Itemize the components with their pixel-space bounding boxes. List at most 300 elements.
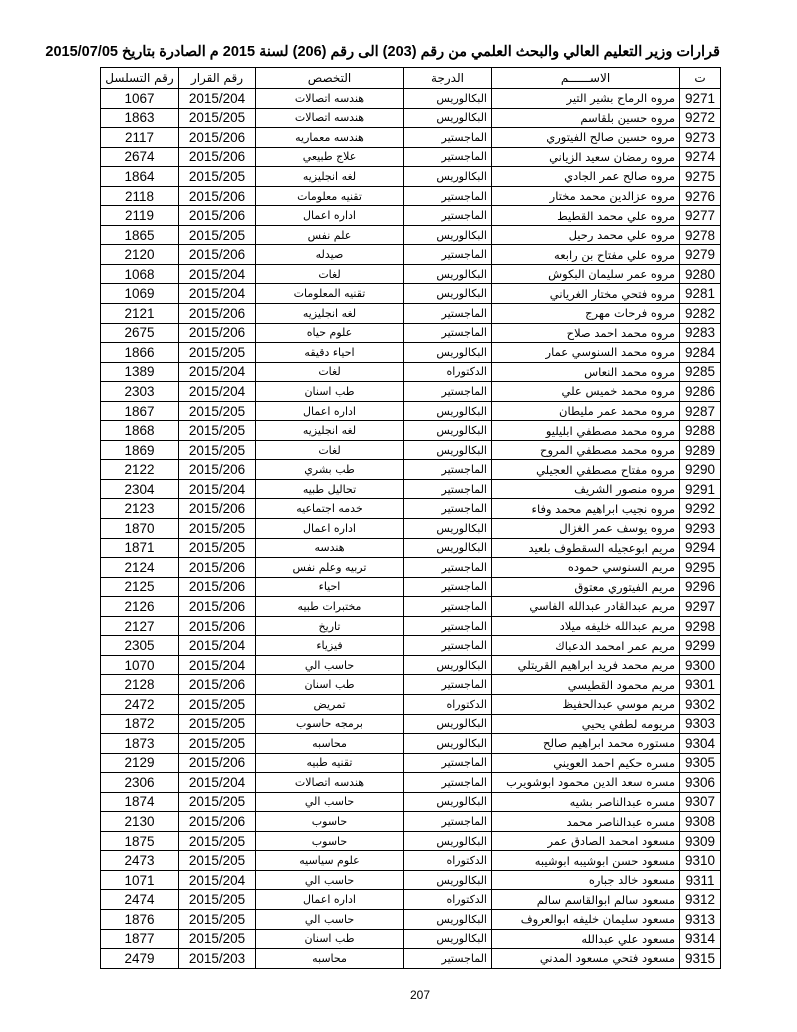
cell-no: 9294 — [680, 538, 721, 558]
cell-degree: الماجستير — [404, 206, 492, 226]
cell-decision: 2015/205 — [179, 421, 256, 441]
cell-name: مسره عبدالناصر محمد — [492, 812, 680, 832]
table-row — [101, 421, 721, 441]
cell-name: مروه محمد احمد صلاح — [492, 323, 680, 343]
table-row — [101, 108, 721, 128]
cell-degree: الدكتوراه — [404, 362, 492, 382]
cell-specialty: هندسه اتصالات — [256, 108, 404, 128]
cell-degree: البكالوريس — [404, 440, 492, 460]
table-row — [101, 323, 721, 343]
cell-no: 9300 — [680, 655, 721, 675]
table-row — [101, 597, 721, 617]
cell-no: 9283 — [680, 323, 721, 343]
cell-degree: الماجستير — [404, 460, 492, 480]
cell-degree: البكالوريس — [404, 108, 492, 128]
cell-no: 9304 — [680, 734, 721, 754]
cell-decision: 2015/205 — [179, 890, 256, 910]
cell-specialty: احياء دقيقه — [256, 343, 404, 363]
cell-decision: 2015/206 — [179, 128, 256, 148]
cell-degree: الماجستير — [404, 616, 492, 636]
table-row — [101, 792, 721, 812]
cell-serial: 2303 — [101, 382, 179, 402]
cell-decision: 2015/206 — [179, 753, 256, 773]
cell-no: 9307 — [680, 792, 721, 812]
cell-serial: 2120 — [101, 245, 179, 265]
cell-serial: 2117 — [101, 128, 179, 148]
table-row — [101, 851, 721, 871]
cell-degree: الماجستير — [404, 577, 492, 597]
cell-degree: الماجستير — [404, 186, 492, 206]
cell-decision: 2015/206 — [179, 577, 256, 597]
cell-no: 9288 — [680, 421, 721, 441]
cell-no: 9272 — [680, 108, 721, 128]
cell-no: 9305 — [680, 753, 721, 773]
cell-serial: 2124 — [101, 558, 179, 578]
cell-degree: البكالوريس — [404, 519, 492, 539]
cell-specialty: حاسوب — [256, 812, 404, 832]
cell-serial: 2122 — [101, 460, 179, 480]
cell-decision: 2015/204 — [179, 655, 256, 675]
cell-no: 9313 — [680, 909, 721, 929]
cell-decision: 2015/206 — [179, 245, 256, 265]
cell-no: 9309 — [680, 831, 721, 851]
cell-no: 9282 — [680, 304, 721, 324]
cell-degree: الماجستير — [404, 675, 492, 695]
cell-specialty: برمجه حاسوب — [256, 714, 404, 734]
header-no: ت — [680, 68, 721, 89]
cell-serial: 1875 — [101, 831, 179, 851]
cell-specialty: علاج طبيعي — [256, 147, 404, 167]
table-row — [101, 479, 721, 499]
cell-degree: الماجستير — [404, 323, 492, 343]
cell-no: 9314 — [680, 929, 721, 949]
cell-serial: 1874 — [101, 792, 179, 812]
cell-name: مريم موسي عبدالحفيظ — [492, 694, 680, 714]
table-row — [101, 519, 721, 539]
table-row — [101, 304, 721, 324]
cell-degree: الماجستير — [404, 147, 492, 167]
cell-specialty: هندسه اتصالات — [256, 773, 404, 793]
cell-decision: 2015/206 — [179, 597, 256, 617]
cell-decision: 2015/206 — [179, 460, 256, 480]
cell-decision: 2015/204 — [179, 773, 256, 793]
cell-decision: 2015/204 — [179, 264, 256, 284]
cell-serial: 1873 — [101, 734, 179, 754]
cell-serial: 1876 — [101, 909, 179, 929]
cell-serial: 1866 — [101, 343, 179, 363]
cell-name: مروه يوسف عمر الغزال — [492, 519, 680, 539]
table-row — [101, 128, 721, 148]
cell-degree: البكالوريس — [404, 343, 492, 363]
cell-name: مسره عبدالناصر بشيه — [492, 792, 680, 812]
cell-no: 9315 — [680, 949, 721, 969]
cell-name: مريم عبدالله خليفه ميلاد — [492, 616, 680, 636]
cell-decision: 2015/206 — [179, 186, 256, 206]
cell-decision: 2015/204 — [179, 89, 256, 109]
table-row — [101, 949, 721, 969]
cell-serial: 2125 — [101, 577, 179, 597]
cell-specialty: لغات — [256, 362, 404, 382]
cell-name: مروه علي محمد القطيط — [492, 206, 680, 226]
cell-name: مروه حسين بلقاسم — [492, 108, 680, 128]
cell-specialty: اداره اعمال — [256, 206, 404, 226]
header-decision: رقم القرار — [179, 68, 256, 89]
cell-name: مسعود سليمان خليفه ابوالعروف — [492, 909, 680, 929]
cell-no: 9279 — [680, 245, 721, 265]
cell-degree: الدكتوراه — [404, 694, 492, 714]
table-row — [101, 753, 721, 773]
cell-serial: 2126 — [101, 597, 179, 617]
cell-specialty: تمريض — [256, 694, 404, 714]
cell-specialty: تقنيه معلومات — [256, 186, 404, 206]
table-row — [101, 909, 721, 929]
table-row — [101, 929, 721, 949]
cell-no: 9275 — [680, 167, 721, 187]
header-specialty: التخصص — [256, 68, 404, 89]
cell-specialty: اداره اعمال — [256, 519, 404, 539]
cell-serial: 2119 — [101, 206, 179, 226]
table-row — [101, 264, 721, 284]
cell-decision: 2015/206 — [179, 558, 256, 578]
cell-serial: 2473 — [101, 851, 179, 871]
cell-serial: 2128 — [101, 675, 179, 695]
cell-name: مروه محمد مصطفي المروح — [492, 440, 680, 460]
cell-no: 9296 — [680, 577, 721, 597]
cell-name: مروه الرماح بشير التير — [492, 89, 680, 109]
cell-specialty: محاسبه — [256, 949, 404, 969]
cell-specialty: احياء — [256, 577, 404, 597]
cell-decision: 2015/205 — [179, 792, 256, 812]
cell-serial: 2127 — [101, 616, 179, 636]
cell-degree: البكالوريس — [404, 909, 492, 929]
cell-no: 9299 — [680, 636, 721, 656]
cell-no: 9276 — [680, 186, 721, 206]
cell-name: مروه فتحي مختار الغرياني — [492, 284, 680, 304]
table-row — [101, 558, 721, 578]
cell-specialty: تقنيه المعلومات — [256, 284, 404, 304]
cell-decision: 2015/205 — [179, 734, 256, 754]
cell-name: مروه محمد النعاس — [492, 362, 680, 382]
cell-specialty: طب اسنان — [256, 382, 404, 402]
cell-specialty: حاسوب — [256, 831, 404, 851]
cell-no: 9310 — [680, 851, 721, 871]
cell-serial: 2675 — [101, 323, 179, 343]
cell-no: 9292 — [680, 499, 721, 519]
page-number: 207 — [409, 988, 431, 1002]
cell-decision: 2015/205 — [179, 851, 256, 871]
cell-no: 9302 — [680, 694, 721, 714]
cell-degree: البكالوريس — [404, 538, 492, 558]
cell-serial: 1877 — [101, 929, 179, 949]
table-row — [101, 167, 721, 187]
cell-specialty: تحاليل طبيه — [256, 479, 404, 499]
cell-decision: 2015/205 — [179, 225, 256, 245]
cell-name: مسعود علي عبدالله — [492, 929, 680, 949]
cell-serial: 2121 — [101, 304, 179, 324]
cell-specialty: حاسب الي — [256, 792, 404, 812]
cell-name: مسعود فتحي مسعود المدني — [492, 949, 680, 969]
cell-no: 9290 — [680, 460, 721, 480]
cell-degree: البكالوريس — [404, 167, 492, 187]
table-row — [101, 714, 721, 734]
cell-serial: 1068 — [101, 264, 179, 284]
cell-degree: الماجستير — [404, 128, 492, 148]
table-row — [101, 499, 721, 519]
cell-name: مروه رمضان سعيد الزياني — [492, 147, 680, 167]
cell-serial: 2472 — [101, 694, 179, 714]
cell-decision: 2015/206 — [179, 304, 256, 324]
cell-serial: 1069 — [101, 284, 179, 304]
cell-degree: البكالوريس — [404, 225, 492, 245]
cell-no: 9312 — [680, 890, 721, 910]
cell-decision: 2015/205 — [179, 108, 256, 128]
cell-decision: 2015/204 — [179, 870, 256, 890]
cell-name: مروه صالح عمر الجادي — [492, 167, 680, 187]
cell-degree: البكالوريس — [404, 870, 492, 890]
cell-degree: البكالوريس — [404, 831, 492, 851]
cell-decision: 2015/205 — [179, 538, 256, 558]
cell-degree: الماجستير — [404, 382, 492, 402]
cell-specialty: فيزياء — [256, 636, 404, 656]
cell-no: 9293 — [680, 519, 721, 539]
cell-specialty: لغه انجليزيه — [256, 304, 404, 324]
table-row — [101, 616, 721, 636]
cell-no: 9280 — [680, 264, 721, 284]
cell-degree: الدكتوراه — [404, 851, 492, 871]
cell-degree: البكالوريس — [404, 421, 492, 441]
cell-specialty: هندسه اتصالات — [256, 89, 404, 109]
cell-name: مروه عمر سليمان البكوش — [492, 264, 680, 284]
cell-specialty: علم نفس — [256, 225, 404, 245]
cell-name: مريم عمر امحمد الدعباك — [492, 636, 680, 656]
cell-specialty: تقنيه طبيه — [256, 753, 404, 773]
cell-specialty: اداره اعمال — [256, 401, 404, 421]
cell-serial: 2305 — [101, 636, 179, 656]
cell-name: مروه فرحات مهرج — [492, 304, 680, 324]
cell-degree: البكالوريس — [404, 714, 492, 734]
cell-serial: 1067 — [101, 89, 179, 109]
cell-serial: 1865 — [101, 225, 179, 245]
cell-degree: الماجستير — [404, 245, 492, 265]
table-row — [101, 675, 721, 695]
table-row — [101, 655, 721, 675]
cell-name: مروه محمد عمر مليطان — [492, 401, 680, 421]
table-row — [101, 831, 721, 851]
cell-name: مروه حسين صالح الفيتوري — [492, 128, 680, 148]
cell-no: 9297 — [680, 597, 721, 617]
cell-no: 9271 — [680, 89, 721, 109]
cell-decision: 2015/204 — [179, 382, 256, 402]
cell-serial: 1389 — [101, 362, 179, 382]
cell-specialty: طب بشري — [256, 460, 404, 480]
cell-degree: الماجستير — [404, 812, 492, 832]
cell-name: مريم الفيتوري معتوق — [492, 577, 680, 597]
cell-specialty: صيدله — [256, 245, 404, 265]
table-row — [101, 382, 721, 402]
cell-no: 9278 — [680, 225, 721, 245]
cell-degree: الماجستير — [404, 499, 492, 519]
cell-no: 9303 — [680, 714, 721, 734]
cell-decision: 2015/205 — [179, 440, 256, 460]
cell-no: 9306 — [680, 773, 721, 793]
cell-name: مسعود امحمد الصادق عمر — [492, 831, 680, 851]
cell-no: 9289 — [680, 440, 721, 460]
table-row — [101, 245, 721, 265]
cell-degree: البكالوريس — [404, 792, 492, 812]
cell-decision: 2015/206 — [179, 675, 256, 695]
cell-decision: 2015/205 — [179, 519, 256, 539]
cell-specialty: لغه انجليزيه — [256, 167, 404, 187]
cell-decision: 2015/205 — [179, 929, 256, 949]
cell-decision: 2015/206 — [179, 147, 256, 167]
cell-degree: الماجستير — [404, 753, 492, 773]
cell-specialty: تربيه وعلم نفس — [256, 558, 404, 578]
cell-decision: 2015/206 — [179, 812, 256, 832]
cell-no: 9274 — [680, 147, 721, 167]
table-row — [101, 401, 721, 421]
cell-name: مروه عزالدين محمد مختار — [492, 186, 680, 206]
table-row — [101, 890, 721, 910]
cell-no: 9284 — [680, 343, 721, 363]
cell-name: مريم محمود القطيسي — [492, 675, 680, 695]
cell-specialty: لغه انجليزيه — [256, 421, 404, 441]
cell-degree: الماجستير — [404, 773, 492, 793]
cell-specialty: هندسه معماريه — [256, 128, 404, 148]
cell-name: مروه محمد مصطفي ابليليو — [492, 421, 680, 441]
cell-serial: 1071 — [101, 870, 179, 890]
cell-degree: الماجستير — [404, 304, 492, 324]
cell-serial: 1868 — [101, 421, 179, 441]
cell-specialty: حاسب الي — [256, 870, 404, 890]
cell-degree: البكالوريس — [404, 284, 492, 304]
table-row — [101, 147, 721, 167]
cell-name: مريم ابوعجيله السقطوف بلعيد — [492, 538, 680, 558]
cell-name: مروه محمد السنوسي عمار — [492, 343, 680, 363]
cell-name: مريم محمد فريد ابراهيم القريتلي — [492, 655, 680, 675]
cell-degree: البكالوريس — [404, 264, 492, 284]
cell-no: 9287 — [680, 401, 721, 421]
cell-degree: الماجستير — [404, 597, 492, 617]
table-row — [101, 343, 721, 363]
cell-serial: 2306 — [101, 773, 179, 793]
cell-specialty: لغات — [256, 264, 404, 284]
cell-degree: البكالوريس — [404, 401, 492, 421]
cell-degree: البكالوريس — [404, 89, 492, 109]
cell-degree: البكالوريس — [404, 655, 492, 675]
table-row — [101, 694, 721, 714]
cell-name: مسعود سالم ابوالقاسم سالم — [492, 890, 680, 910]
cell-decision: 2015/204 — [179, 479, 256, 499]
cell-decision: 2015/205 — [179, 831, 256, 851]
table-row — [101, 186, 721, 206]
cell-serial: 2304 — [101, 479, 179, 499]
cell-serial: 2474 — [101, 890, 179, 910]
cell-degree: الماجستير — [404, 949, 492, 969]
cell-name: مسره سعد الدين محمود ابوشويرب — [492, 773, 680, 793]
cell-decision: 2015/204 — [179, 284, 256, 304]
table-header-row — [101, 68, 721, 89]
table-row — [101, 636, 721, 656]
cell-serial: 1871 — [101, 538, 179, 558]
cell-specialty: هندسه — [256, 538, 404, 558]
cell-no: 9301 — [680, 675, 721, 695]
cell-no: 9291 — [680, 479, 721, 499]
cell-decision: 2015/206 — [179, 499, 256, 519]
cell-serial: 1870 — [101, 519, 179, 539]
table-row — [101, 460, 721, 480]
cell-serial: 1872 — [101, 714, 179, 734]
cell-no: 9281 — [680, 284, 721, 304]
table-row — [101, 284, 721, 304]
cell-decision: 2015/205 — [179, 694, 256, 714]
cell-no: 9308 — [680, 812, 721, 832]
cell-name: مروه محمد خميس علي — [492, 382, 680, 402]
cell-name: مروه منصور الشريف — [492, 479, 680, 499]
cell-decision: 2015/205 — [179, 343, 256, 363]
cell-name: مروه علي محمد رحيل — [492, 225, 680, 245]
cell-decision: 2015/205 — [179, 714, 256, 734]
cell-decision: 2015/205 — [179, 909, 256, 929]
cell-name: مروه نجيب ابراهيم محمد وفاء — [492, 499, 680, 519]
cell-serial: 1867 — [101, 401, 179, 421]
cell-name: مريم السنوسي حموده — [492, 558, 680, 578]
cell-serial: 2130 — [101, 812, 179, 832]
cell-specialty: طب اسنان — [256, 929, 404, 949]
cell-name: مروه علي مفتاح بن رابعه — [492, 245, 680, 265]
cell-specialty: طب اسنان — [256, 675, 404, 695]
header-degree: الدرجة — [404, 68, 492, 89]
cell-no: 9298 — [680, 616, 721, 636]
cell-specialty: خدمه اجتماعيه — [256, 499, 404, 519]
cell-no: 9273 — [680, 128, 721, 148]
header-name: الاســــــم — [492, 68, 680, 89]
table-row — [101, 89, 721, 109]
cell-decision: 2015/206 — [179, 206, 256, 226]
cell-specialty: تاريخ — [256, 616, 404, 636]
cell-degree: البكالوريس — [404, 734, 492, 754]
cell-decision: 2015/203 — [179, 949, 256, 969]
table-row — [101, 812, 721, 832]
cell-serial: 1863 — [101, 108, 179, 128]
cell-specialty: محاسبه — [256, 734, 404, 754]
cell-degree: الماجستير — [404, 558, 492, 578]
cell-serial: 2129 — [101, 753, 179, 773]
cell-name: مريومه لطفي يحيي — [492, 714, 680, 734]
cell-degree: البكالوريس — [404, 929, 492, 949]
cell-specialty: علوم سياسيه — [256, 851, 404, 871]
cell-name: مسره حكيم احمد العويني — [492, 753, 680, 773]
cell-specialty: مختبرات طبيه — [256, 597, 404, 617]
cell-degree: الماجستير — [404, 479, 492, 499]
cell-specialty: حاسب الي — [256, 909, 404, 929]
cell-serial: 1869 — [101, 440, 179, 460]
cell-serial: 1070 — [101, 655, 179, 675]
document-title: قرارات وزير التعليم العالي والبحث العلمي من رقم (203) الى رقم (206) لسنة 2015 م الصادرة بتاريخ 2015/07/05 — [45, 44, 720, 60]
table-row — [101, 538, 721, 558]
cell-name: مسعود حسن ابوشيبه ابوشيبه — [492, 851, 680, 871]
table-row — [101, 870, 721, 890]
cell-decision: 2015/206 — [179, 616, 256, 636]
cell-name: مروه مفتاح مصطفي العجيلي — [492, 460, 680, 480]
decisions-table — [100, 67, 721, 969]
cell-decision: 2015/204 — [179, 362, 256, 382]
cell-decision: 2015/206 — [179, 323, 256, 343]
cell-serial: 2123 — [101, 499, 179, 519]
cell-specialty: حاسب الي — [256, 655, 404, 675]
cell-name: مستوره محمد ابراهيم صالح — [492, 734, 680, 754]
table-row — [101, 440, 721, 460]
cell-decision: 2015/204 — [179, 636, 256, 656]
